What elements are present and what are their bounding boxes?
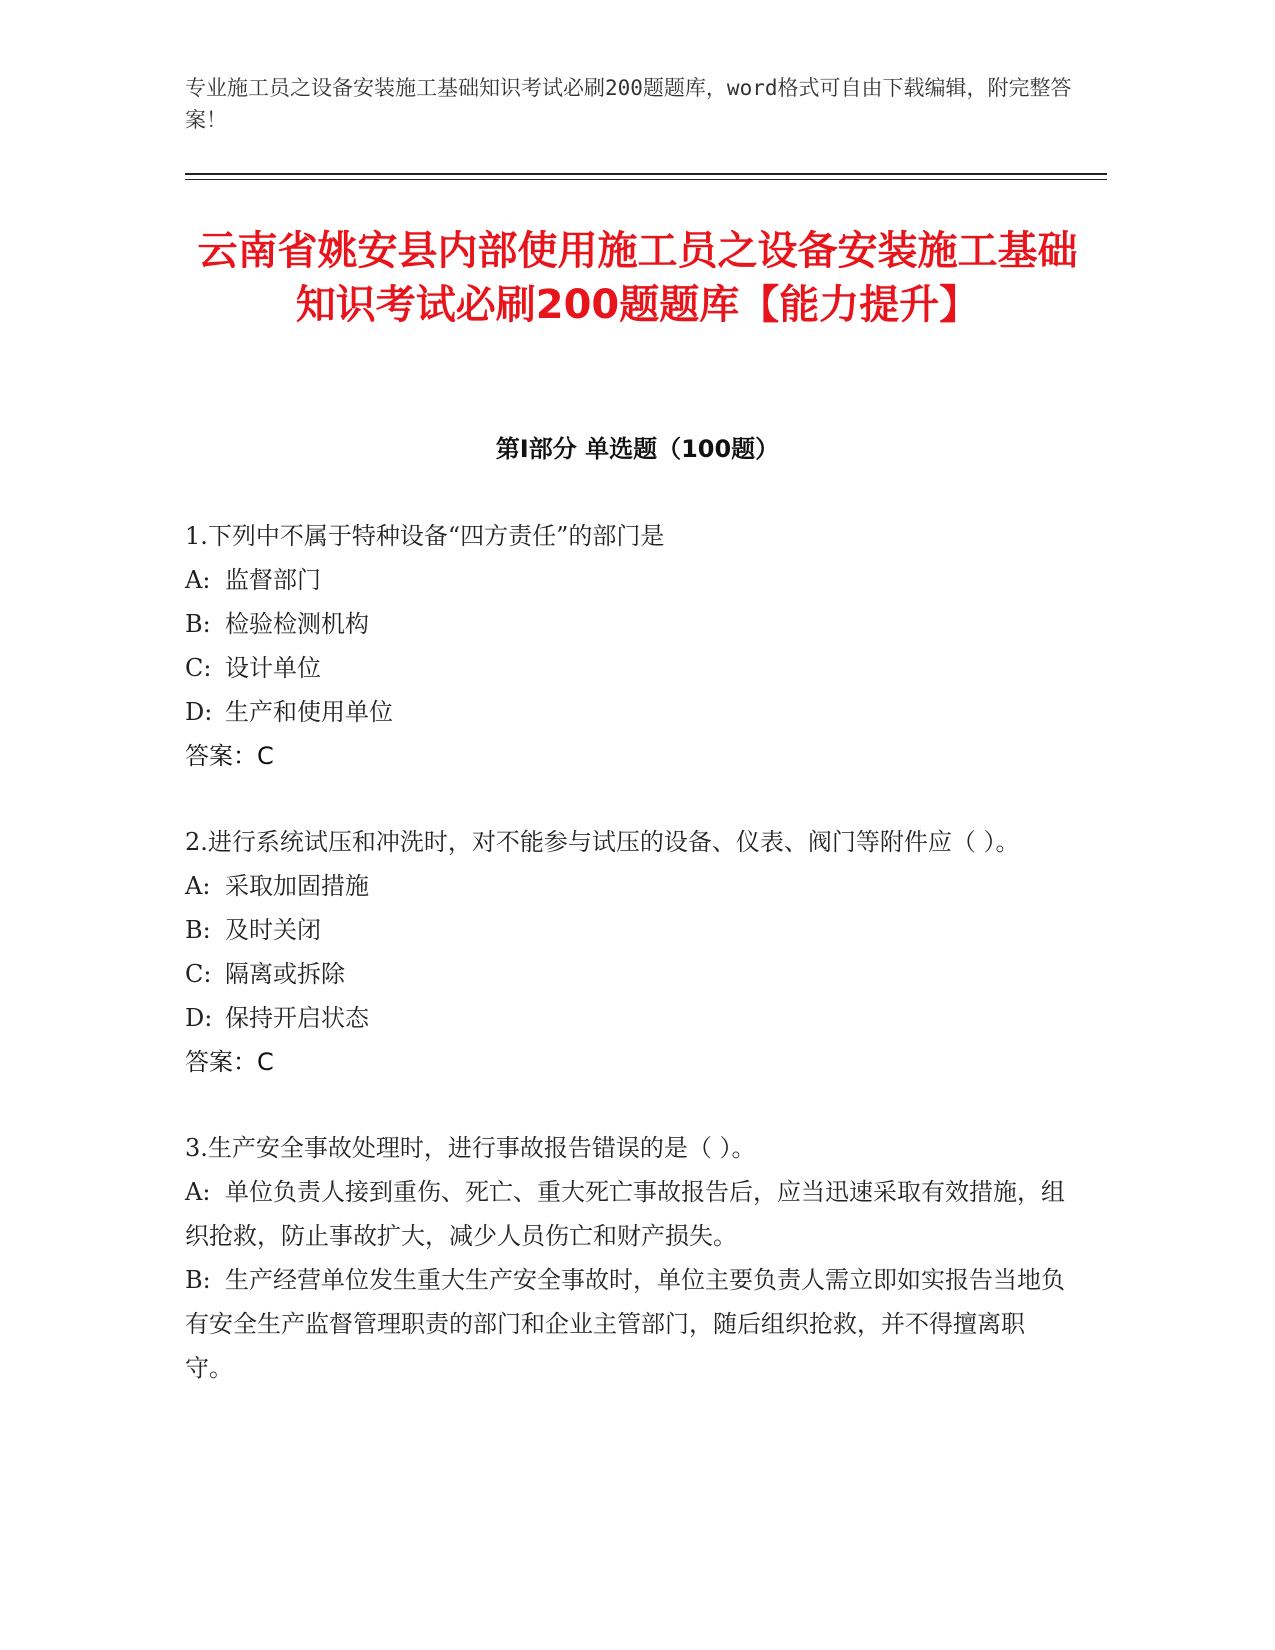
option-text: 及时关闭 (225, 916, 321, 944)
option-letter: B: (185, 610, 211, 638)
option-letter: A: (185, 566, 211, 594)
option-text: 监督部门 (225, 566, 321, 594)
option-c (185, 952, 1065, 996)
option-b (185, 908, 1065, 952)
question-2 (185, 820, 1065, 1084)
answer-line: 答案：C (185, 742, 274, 770)
question-stem: 2.进行系统试压和冲洗时，对不能参与试压的设备、仪表、阀门等附件应（ ）。 (185, 828, 1020, 856)
document-title: 云南省姚安县内部使用施工员之设备安装施工基础知识考试必刷200题题库【能力提升】 (197, 228, 1078, 328)
answer-line: 答案：C (185, 1048, 274, 1076)
option-text: 生产经营单位发生重大生产安全事故时，单位主要负责人需立即如实报告当地负有安全生产监督管理职责的部门和企业主管部门，随后组织抢救，并不得擅离职守。 (185, 1266, 1065, 1382)
option-a (185, 1170, 1065, 1258)
header-rule-thick (185, 173, 1107, 175)
option-text: 隔离或拆除 (225, 960, 345, 988)
question-3 (185, 1126, 1065, 1390)
question-stem: 1.下列中不属于特种设备“四方责任”的部门是 (185, 522, 665, 550)
option-letter: B: (185, 1266, 211, 1294)
header-rule-thin (185, 179, 1107, 180)
option-d (185, 996, 1065, 1040)
option-letter: D: (185, 1004, 213, 1032)
option-c (185, 646, 1065, 690)
option-a (185, 864, 1065, 908)
option-letter: A: (185, 1178, 211, 1206)
option-b (185, 602, 1065, 646)
option-text: 检验检测机构 (225, 610, 369, 638)
option-letter: A: (185, 872, 211, 900)
option-text: 生产和使用单位 (225, 698, 393, 726)
section-heading: 第Ⅰ部分 单选题（100题） (495, 435, 780, 463)
question-1 (185, 514, 1065, 778)
option-text: 单位负责人接到重伤、死亡、重大死亡事故报告后，应当迅速采取有效措施，组织抢救，防止事故扩大，减少人员伤亡和财产损失。 (185, 1178, 1065, 1250)
header-note: 专业施工员之设备安装施工基础知识考试必刷200题题库，word格式可自由下载编辑，附完整答案！ (185, 76, 1072, 132)
option-letter: C: (185, 960, 212, 988)
question-list (185, 514, 1065, 1432)
option-letter: C: (185, 654, 212, 682)
option-letter: D: (185, 698, 213, 726)
option-text: 设计单位 (225, 654, 321, 682)
option-letter: B: (185, 916, 211, 944)
option-b (185, 1258, 1065, 1390)
option-text: 采取加固措施 (225, 872, 369, 900)
option-text: 保持开启状态 (225, 1004, 369, 1032)
option-a (185, 558, 1065, 602)
question-stem: 3.生产安全事故处理时，进行事故报告错误的是（ ）。 (185, 1134, 756, 1162)
option-d (185, 690, 1065, 734)
